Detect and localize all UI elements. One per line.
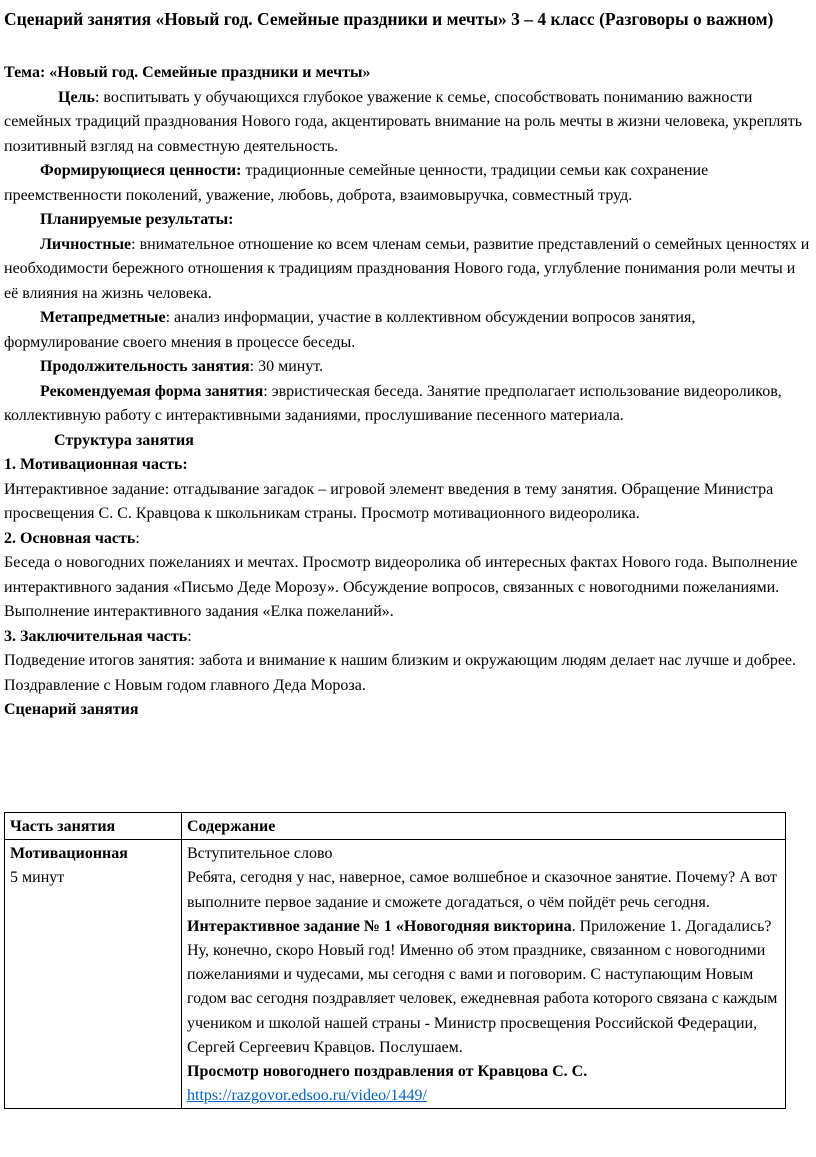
personal-text: : внимательное отношение ко всем членам семьи, развитие представлений о семейных ценностях и необходимости бережного отношения к традициям празднования Нового года, углубление понимания роли мечты и её влияния на жизнь человека. [4, 235, 810, 302]
goal-label: Цель [58, 88, 95, 106]
part1-text: Интерактивное задание: отгадывание загадок – игровой элемент введения в тему занятия. Обращение Министра просвещения С. С. Кравцова к школьникам страны. Просмотр мотивационного видеоролика. [4, 480, 774, 522]
metasubject-paragraph [4, 306, 810, 355]
form-label: Рекомендуемая форма занятия [40, 382, 264, 400]
part2-heading: 2. Основная часть [4, 529, 136, 547]
goal-text: : воспитывать у обучающихся глубокое уважение к семье, способствовать пониманию важности семейных традиций празднования Нового года, акцентировать внимание на роль мечты в жизни человека, укреплять позитивный взгляд на совместную деятельность. [4, 88, 802, 155]
topic-label: Тема: [4, 64, 46, 81]
form-text: : эвристическая беседа. Занятие предполагает использование видеороликов, коллективную работу с интерактивными заданиями, прослушивание песенного материала. [4, 382, 782, 424]
task-paragraph [187, 915, 780, 1060]
part3-text: Подведение итогов занятия: забота и внимание к нашим близким и окружающим людям делает нас лучше и добрее. Поздравление с Новым годом главного Деда Мороза. [4, 652, 797, 694]
part-duration: 5 минут [10, 869, 65, 887]
header-part: Часть занятия [5, 813, 182, 840]
view-greeting: Просмотр новогоднего поздравления от Кравцова С. С. [187, 1063, 588, 1081]
table-header-row [5, 813, 786, 840]
part-title: Мотивационная [10, 845, 128, 863]
scenario-heading: Сценарий занятия [4, 701, 139, 718]
structure-heading: Структура занятия [54, 431, 194, 449]
personal-paragraph [4, 233, 810, 307]
intro-paragraph: Ребята, сегодня у нас, наверное, самое волшебное и сказочное занятие. Почему? А вот выполните первое задание и сможете догадаться, о чём пойдёт речь сегодня. [187, 869, 777, 911]
personal-label: Личностные [40, 235, 132, 253]
part-cell [5, 840, 182, 1109]
document-title: Сценарий занятия «Новый год. Семейные праздники и мечты» 3 – 4 класс (Разговоры о важном) [4, 9, 774, 29]
part1-heading: 1. Мотивационная часть: [4, 456, 188, 473]
part3-heading: 3. Заключительная часть [4, 627, 188, 645]
metasubject-text: : анализ информации, участие в коллективном обсуждении вопросов занятия, формулирование своего мнения в процессе беседы. [4, 309, 696, 351]
video-link[interactable]: https://razgovor.edsoo.ru/video/1449/ [187, 1087, 427, 1105]
values-text: традиционные семейные ценности, традиции семьи как сохранение преемственности поколений, уважение, любовь, доброта, взаимовыручка, совместный труд. [4, 162, 709, 204]
intro-word: Вступительное слово [187, 845, 333, 863]
goal-paragraph [4, 86, 810, 160]
table-row [5, 840, 786, 1109]
duration-text: : 30 минут. [249, 358, 324, 375]
part2-heading-line [4, 527, 810, 552]
form-paragraph [4, 380, 810, 429]
metasubject-label: Метапредметные [40, 309, 166, 326]
document-page [4, 0, 810, 723]
task-label: Интерактивное задание № 1 «Новогодняя викторина [187, 917, 572, 935]
part3-colon: : [187, 627, 192, 645]
part3-heading-line [4, 625, 810, 650]
spacer [4, 33, 810, 57]
values-label: Формирующиеся ценности: [40, 162, 242, 179]
content-cell [182, 840, 786, 1109]
topic-text: «Новый год. Семейные праздники и мечты» [49, 64, 371, 81]
header-content: Содержание [182, 813, 786, 840]
part2-colon: : [135, 529, 140, 547]
part2-text: Беседа о новогодних пожеланиях и мечтах. Просмотр видеоролика об интересных фактах Нового года. Выполнение интерактивного задания «Письмо Деде Морозу». Обсуждение вопросов, связанных с новогодними пожеланиями. Выполнение интерактивного задания «Елка пожеланий». [4, 554, 798, 620]
task-text: . Приложение 1. Догадались? Ну, конечно, скоро Новый год! Именно об этом празднике, связанном с новогодними пожеланиями и чудесами, мы сегодня с вами и поговорим. С наступающим Новым годом вас сегодня поздравляет человек, ежедневная работа которого связана с каждым учеником и школой нашей страны - Министр просвещения Российской Федерации, Сергей Сергеевич Кравцов. Послушаем. [187, 917, 778, 1056]
duration-paragraph [4, 355, 810, 380]
duration-label: Продолжительность занятия [40, 358, 250, 375]
scenario-table [4, 812, 786, 1109]
values-paragraph [4, 159, 810, 208]
topic-line [4, 61, 810, 86]
results-heading: Планируемые результаты: [40, 211, 234, 228]
video-link-line [187, 1084, 780, 1108]
